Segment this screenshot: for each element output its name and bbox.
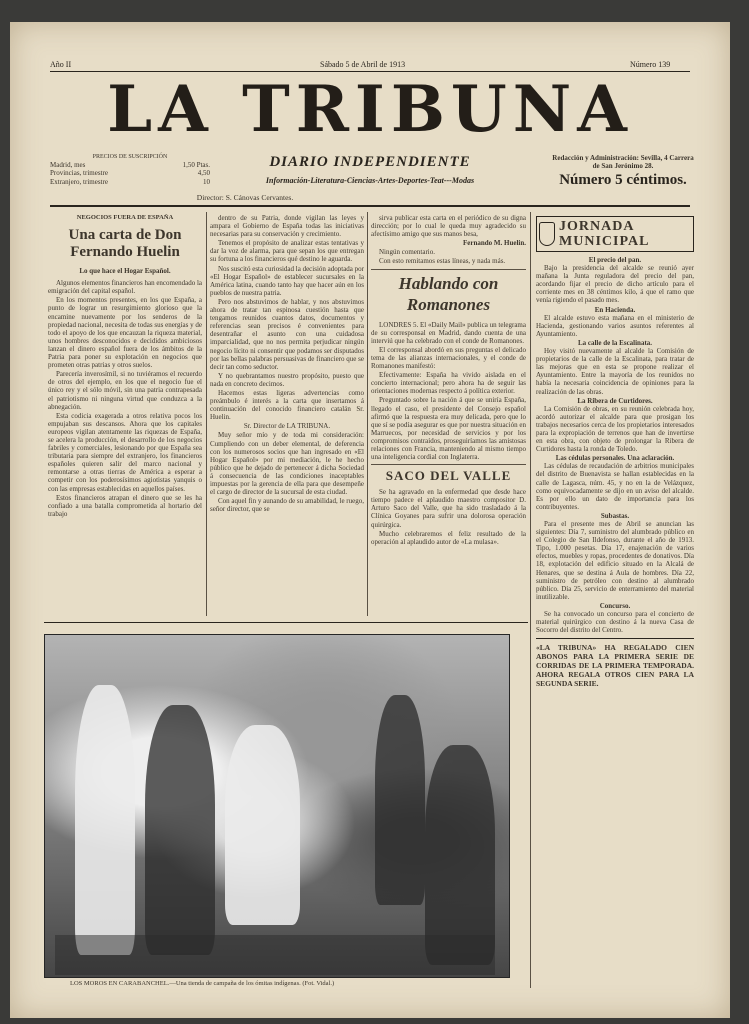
article-huelin: [48, 214, 202, 614]
paragraph: Con aquel fin y aunando de su amabilidad, le ruego, señor director, que se: [210, 497, 364, 514]
paragraph: Parecería inverosímil, si no tuviéramos el recuerdo de otros del ejemplo, en los que el negocio fue el único rey y el sólo móvil, sin una patria contrapesada el patriotismo ni ninguna virtud que conduzca a la abnegación.: [48, 370, 202, 411]
column-rule: [206, 212, 207, 616]
paragraph: Nos suscitó esta curiosidad la decisión adoptada por «El Hogar Español» de establecer sucursales en la América latina, cuando tanto hay que hacer aún en los pueblos de nuestra patria.: [210, 264, 364, 297]
column-three: [371, 214, 526, 614]
column-rule: [530, 212, 531, 988]
subsection-title: Las cédulas personales. Una aclaración.: [555, 454, 675, 463]
paragraph: El corresponsal abordó en sus preguntas el delicado tema de las alianzas internacionales, y el conde de Romanones manifestó:: [371, 345, 526, 371]
photograph: [44, 634, 510, 978]
subscription-row: [50, 161, 210, 169]
subsection-title: El precio del pan.: [588, 256, 642, 264]
paragraph: Algunos elementos financieros han encomendado la emigración del capital español.: [48, 279, 202, 296]
photo-caption: LOS MOROS EN CARABANCHEL.—Una tienda de campaña de los ómitas indígenas. (Fot. Vidal.): [70, 980, 335, 987]
headline-saco: SACO DEL VALLE: [385, 468, 512, 484]
subscription-box: [50, 153, 210, 186]
subscription-title: PRECIOS DE SUSCRIPCIÓN: [92, 154, 168, 160]
paragraph: Las cédulas de recaudación de arbitrios municipales del distrito de Buenavista se hallan establecidas en la calle de Lagasca, núm. 45, y no en la de Velázquez, como equivocadamente se dijo en un aviso del alcalde. Es por ello un dato de importancia para los contribuyentes.: [536, 462, 694, 511]
paragraph: Efectivamente: España ha vivido aislada en el concierto internacional; pero ahora ha de seguir las orientaciones modernas respecto á política exterior.: [371, 371, 526, 396]
section-rule: [536, 638, 694, 639]
paragraph: Esta codicia exagerada a otros relativa pocos los empujaban sus descansos. Ahora que los capitales europeos vigilan atentamente las riquezas de España, se acelera la producción, el desarrollo de los negocios fabriles y comerciales, lesionando por que España sea tributaria para siempre del extranjero, los financieros españoles quieren salir del marco nacional y remontarse a otras tierras de América a esperar a competir con los poderosísimos agiotistas yanquis o con las empresas establecidas en aquellos países.: [48, 411, 202, 493]
paragraph: Se ha convocado un concurso para el concierto de material quirúrgico con destino á la nueva Casa de Socorro del distrito del Centro.: [536, 610, 694, 635]
subsection-title: La calle de la Escalinata.: [577, 338, 653, 347]
paragraph: El alcalde estuvo esta mañana en el ministerio de Hacienda, gestionando varios asuntos referentes al Ayuntamiento.: [536, 313, 694, 338]
masthead-subtitle: DIARIO INDEPENDIENTE: [269, 154, 471, 170]
paragraph: Y no quebrantamos nuestro propósito, puesto que nada en concreto decimos.: [210, 371, 364, 388]
subhead: Lo que hace el Hogar Español.: [79, 267, 171, 276]
issue-year: Año II: [50, 60, 72, 69]
paragraph: Estos financieros atrapan el dinero que se les ha confiado a una batalla comprometida al hortario del trabajo: [48, 493, 202, 518]
address: Redacción y Administración: Sevilla, 4 Carrera de San Jerónimo 28.: [552, 154, 694, 171]
signature-name: Fernando M. Huelin.: [462, 239, 526, 248]
subsection-title: En Hacienda.: [594, 305, 636, 314]
paragraph: Mucho celebraremos el feliz resultado de la operación al aplaudido autor de «La mulasa».: [371, 529, 526, 546]
article-huelin-cont: [210, 214, 364, 614]
paragraph: En los momentos presentes, en los que España, a punto de lograr un resurgimiento glorioso que la encamine nuevamente por los senderos de la propiedad nacional, necesita de todas sus energías y de todo el apoyo de los que encauzan la riqueza material, unos hombres desconocidos e decididos ambiciosos lanzan el dinero español fuera de los ámbitos de la Patria para poner su explotación en negocios que prometen otras patrias y otros suelos.: [48, 296, 202, 370]
figure-shape: [75, 685, 135, 955]
paragraph: Ningún comentario.: [379, 248, 435, 257]
ground-shadow: [55, 935, 495, 975]
figure-shape: [145, 705, 215, 955]
paragraph: Para el presente mes de Abril se anuncian las siguientes: Día 7, suministro del alumbrado público en el Colegio de San Ildefonso, durante el año de 1913. Tipo, 1.000 pesetas. Día 17, enajenación de varios efectos, muebles y ropas, procedentes de donativos. Día 18, explotación del edificio situado en la Alcalá de Henares, que se destina á Aula de hombres. Día 22, suministro de petróleo con destino al alumbrado público. Día 25, servicio de enterramiento del material inutilizable.: [536, 520, 694, 601]
subscription-place: Madrid, mes: [50, 161, 86, 170]
issue-number: Número 139: [630, 60, 671, 69]
subsection-title: La Ribera de Curtidores.: [577, 396, 653, 405]
subscription-place: Extranjero, trimestre: [50, 177, 108, 186]
column-rule: [367, 212, 368, 616]
paragraph: Con esto remitamos estas líneas, y nada más.: [379, 257, 506, 266]
paragraph: Muy señor mío y de toda mi consideración: Cumpliendo con un deber elemental, de deferencia con los numerosos socios que han ingresado en «El Hogar Español» por mi mediación, le he hecho público que he dejado de pertenecer á dicha Sociedad á consecuencia de las condiciones inaceptables impuestas por la gerencia de ella para que desempeñe el cargo de director de la sucursal de esta ciudad.: [210, 431, 364, 497]
paragraph: Hacemos estas ligeras advertencias como preámbulo é interés a la carta que insertamos á continuación del conocido financiero catalán Sr. Huelin.: [210, 388, 364, 422]
headline-jornada: JORNADA MUNICIPAL: [559, 219, 650, 249]
headline-romanones: Hablando con Romanones: [398, 273, 499, 314]
masthead-rule: [50, 205, 690, 207]
paragraph: Bajo la presidencia del alcalde se reunió ayer mañana la Junta reguladora del precio del pan, acordando fijar el precio de dicho artículo para el corriente mes en 38 céntimos kilo, á que el ramo que venía rigiendo el pasado mes.: [536, 264, 694, 305]
paragraph: dentro de su Patria, donde vigilan las leyes y ampara el Gobierno de España todas las iniciativas necesarias para su conservación y crecimiento.: [210, 214, 364, 239]
coat-of-arms-icon: [539, 222, 555, 246]
paragraph: LONDRES 5. El «Daily Mail» publica un telegrama de su corresponsal en Madrid, dando cuenta de una interviú que ha celebrado con el conde de Romanones.: [371, 320, 526, 345]
paragraph: Hoy visitó nuevamente al alcalde la Comisión de propietarios de la calle de la Escalinata, para tratar de las mejoras que en esta se propone realizar el Ayuntamiento. Entre la mayoría de los reunidos no había la necesaria coincidencia de opiniones para la realización de las obras.: [536, 347, 694, 396]
subsection-title: Subastas.: [600, 511, 630, 520]
jornada-municipal: [536, 216, 694, 986]
issue-date: Sábado 5 de Abril de 1913: [320, 60, 406, 69]
subscription-price: 1,50 Ptas.: [182, 161, 210, 170]
section-rule: [371, 269, 526, 270]
subscription-price: 10: [203, 177, 210, 186]
figure-shape: [225, 725, 300, 925]
subsection-title: Concurso.: [599, 601, 631, 610]
letter-salutation: Sr. Director de LA TRIBUNA.: [243, 422, 331, 431]
photo-top-rule: [44, 622, 528, 623]
paragraph: La Comisión de obras, en su reunión celebrada hoy, acordó autorizar el alcalde para que prosigan los trabajos necesarios cerca de los propietarios interesados para la expropiación de terrenos que han de invertirse en esta obra, con objeto de prolongar la Ribera de Curtidores hasta la ronda de Toledo.: [536, 404, 694, 454]
subscription-price: 4,50: [197, 169, 210, 178]
price: Número 5 céntimos.: [559, 172, 687, 188]
masthead-title: LA TRIBUNA: [107, 72, 633, 147]
section-banner: [536, 216, 694, 252]
paragraph: Se ha agravado en la enfermedad que desde hace tiempo padece el aplaudido maestro compositor D. Arturo Saco del Valle, que ha sido trasladado á la Clínica Goyanes para sufrir una dolorosa operación quirúrgica.: [371, 488, 526, 529]
paragraph: Pero nos abstuvimos de hablar, y nos abstuvimos ahora de tratar tan espinosa cuestión hasta que tengamos reunidos cuantos datos, documentos y referencias sean precisos é convenientes para desentrañar el asunto con una cuidadosa imparcialidad, que no nos permita perjudicar ningún negocio lícito ni consentir que podamos ser disputados por las bellas palabras persuasivas de financiero que se decir tan como seductor.: [210, 297, 364, 371]
paragraph: Tenemos el propósito de analizar estas tentativas y dar la voz de alarma, para que sepan los que entregan su fortuna a los financieros qué destino le aguarda.: [210, 239, 364, 264]
subscription-row: [50, 178, 210, 186]
paragraph: Preguntado sobre la nación á que se uniría España, llegado el caso, el presidente del Consejo español afirmó que la respuesta era muy delicada, pero que lo que sí se podía asegurar es que por nuestra situación en Marruecos, por necesidad de servicios y por los compromisos contraídos, proseguiríamos las amistosas relaciones con Francia, manteniendo al mismo tiempo una inteligencia cordial con Inglaterra.: [371, 396, 526, 462]
subscription-row: [50, 169, 210, 177]
kicker: NEGOCIOS FUERA DE ESPAÑA: [76, 214, 174, 221]
headline-huelin: Una carta de Don Fernando Huelin: [68, 227, 182, 261]
director: Director: S. Cánovas Cervantes.: [196, 193, 294, 202]
figure-shape: [425, 745, 495, 965]
section-rule: [371, 464, 526, 465]
promo-notice: «LA TRIBUNA» HA REGALADO CIEN ABONOS PARA LA PRIMERA SERIE DE CORRIDAS DE LA PRIMERA TEMPORADA. AHORA REGALA OTROS CIEN PARA LA SEGUNDA SERIE.: [536, 643, 694, 689]
paragraph: sirva publicar esta carta en el periódico de su digna dirección; por lo cual le queda muy agradecido su afectísimo amigo que sus manos besa,: [371, 214, 526, 239]
masthead-sections: Información-Literatura-Ciencias-Artes-Deportes-Teat---Modas: [265, 176, 475, 185]
newspaper-page: [10, 22, 730, 1018]
figure-shape: [375, 695, 425, 905]
subscription-place: Provincias, trimestre: [50, 169, 108, 178]
